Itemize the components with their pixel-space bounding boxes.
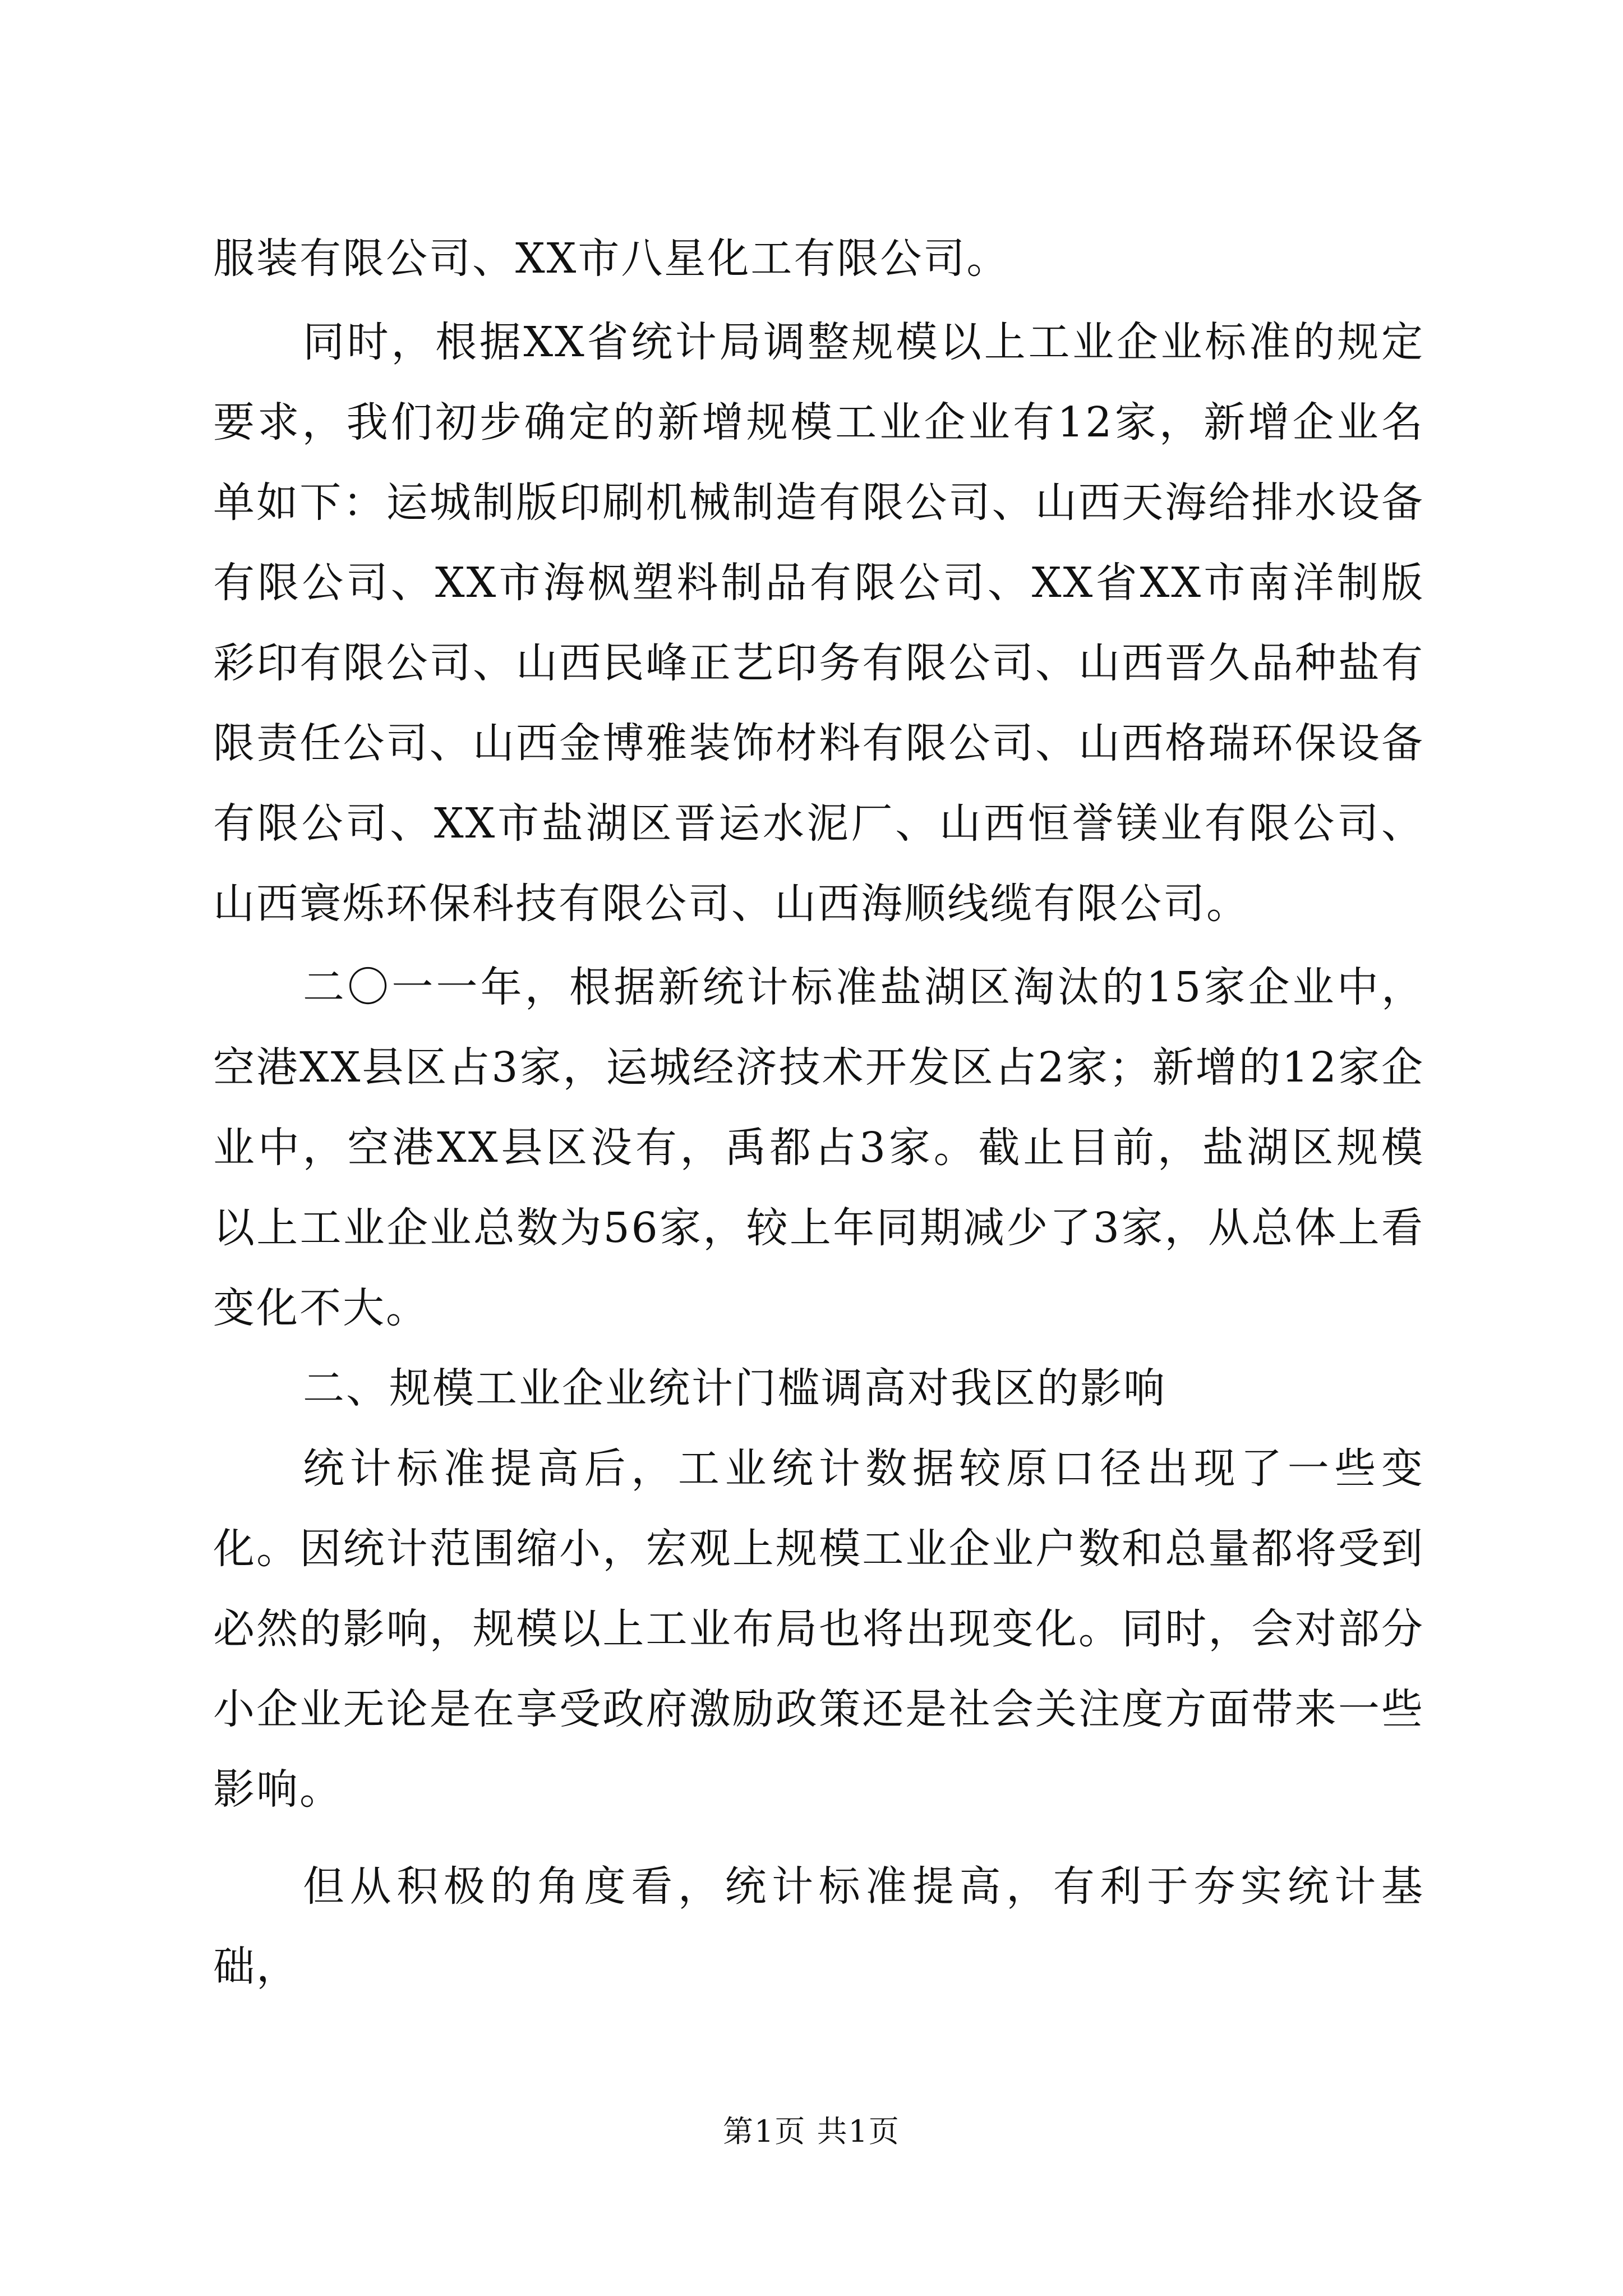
paragraph-2011-changes: 二〇一一年，根据新统计标准盐湖区淘汰的15家企业中，空港XX县区占3家，运城经济技术开发区占2家；新增的12家企业中，空港XX县区没有，禹都占3家。截止目前，盐湖区规模以上工业企业总数为56家，较上年同期减少了3家，从总体上看变化不大。 bbox=[213, 963, 1424, 1332]
paragraph-positive-view: 但从积极的角度看，统计标准提高，有利于夯实统计基础， bbox=[213, 1862, 1424, 1991]
paragraph-new-enterprises: 同时，根据XX省统计局调整规模以上工业企业标准的规定要求，我们初步确定的新增规模工业企业有12家，新增企业名单如下：运城制版印刷机械制造有限公司、山西天海给排水设备有限公司、XX市海枫塑料制品有限公司、XX省XX市南洋制版彩印有限公司、山西民峰正艺印务有限公司、山西晋久品种盐有限责任公司、山西金博雅装饰材料有限公司、山西格瑞环保设备有限公司、XX市盐湖区晋运水泥厂、山西恒誉镁业有限公司、山西寰烁环保科技有限公司、山西海顺线缆有限公司。 bbox=[213, 318, 1424, 928]
document-body bbox=[213, 219, 1424, 2007]
section-heading-impact: 二、规模工业企业统计门槛调高对我区的影响 bbox=[303, 1364, 1166, 1412]
paragraph-continued-company-list: 服装有限公司、XX市八星化工有限公司。 bbox=[213, 234, 1010, 283]
page-number-footer: 第1页 共1页 bbox=[723, 2114, 900, 2149]
paragraph-impact-description: 统计标准提高后，工业统计数据较原口径出现了一些变化。因统计范围缩小，宏观上规模工业企业户数和总量都将受到必然的影响，规模以上工业布局也将出现变化。同时，会对部分小企业无论是在享受政府激励政策还是社会关注度方面带来一些影响。 bbox=[213, 1444, 1424, 1814]
